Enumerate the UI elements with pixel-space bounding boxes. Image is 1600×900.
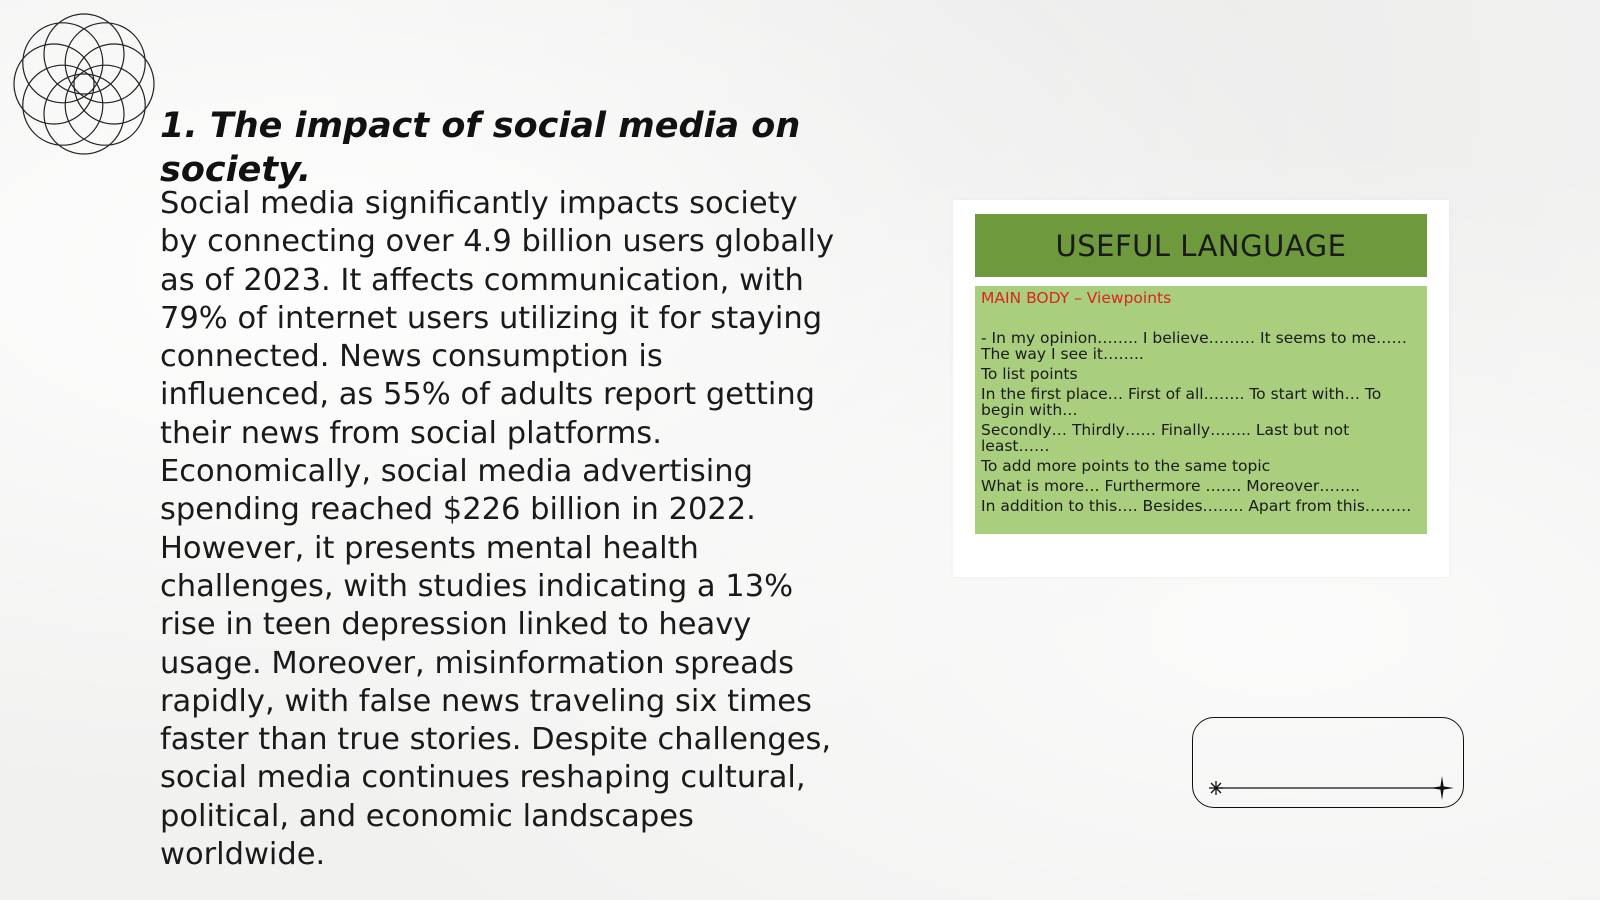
slide-title: 1. The impact of social media on society. bbox=[160, 106, 801, 190]
useful-language-box bbox=[975, 286, 1427, 534]
decorative-pill-frame bbox=[1192, 717, 1464, 808]
useful-language-header: USEFUL LANGUAGE bbox=[975, 214, 1427, 277]
useful-language-line: To add more points to the same topic bbox=[981, 457, 1271, 475]
useful-language-card bbox=[953, 200, 1449, 577]
interlocking-circles-icon bbox=[8, 8, 160, 160]
useful-language-line: To list points bbox=[981, 365, 1078, 383]
useful-language-line: What is more… Furthermore ……. Moreover…….. bbox=[981, 477, 1361, 495]
slide-body-text: Social media significantly impacts society by connecting over 4.9 billion users globally as of 2023. It affects communication, with 79% of internet users utilizing it for staying connected. News consumption is influenced, as 55% of adults report getting their news from social platforms. Economically, social media advertising spending reached $226 billion in 2022. However, it presents mental health challenges, with studies indicating a 13% rise in teen depression linked to heavy usage. Moreover, misinformation spreads rapidly, with false news traveling six times faster than true stories. Despite challenges, social media continues reshaping cultural, political, and economic landscapes worldwide. bbox=[160, 186, 835, 873]
sparkle-star-icon bbox=[1209, 781, 1223, 795]
useful-language-line: In the first place… First of all…….. To start with… To begin with… bbox=[981, 385, 1382, 419]
useful-language-line: - In my opinion…….. I believe……… It seems to me…… The way I see it…….. bbox=[981, 329, 1407, 363]
useful-language-line: In addition to this…. Besides…….. Apart from this……… bbox=[981, 497, 1412, 515]
four-point-star-icon bbox=[1430, 776, 1454, 800]
useful-language-subheading: MAIN BODY – Viewpoints bbox=[981, 289, 1172, 307]
useful-language-line: Secondly… Thirdly…… Finally…….. Last but not least…… bbox=[981, 421, 1350, 455]
